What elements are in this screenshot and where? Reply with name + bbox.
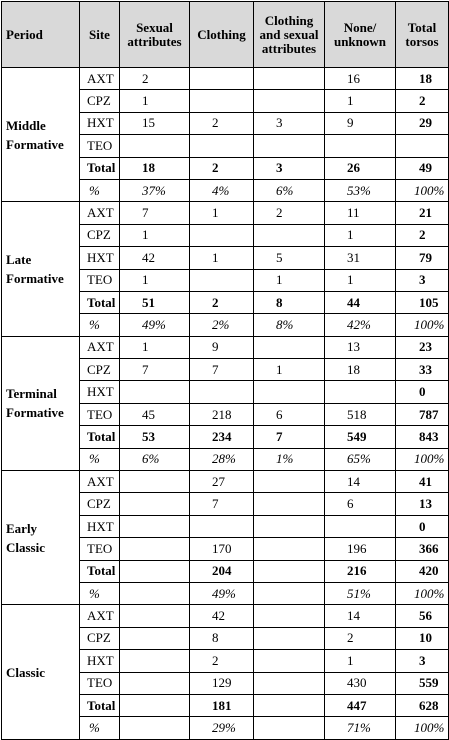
site-cell: HXT — [80, 112, 120, 134]
clothing-and-sexual-cell: 3 — [254, 112, 325, 134]
clothing-and-sexual-cell: 1 — [254, 269, 325, 291]
none-unknown-cell: 13 — [325, 336, 396, 358]
sexual-attributes-cell — [120, 135, 190, 157]
clothing-and-sexual-cell — [254, 582, 325, 604]
clothing-cell: 27 — [190, 471, 254, 493]
clothing-and-sexual-cell: 6 — [254, 403, 325, 425]
total-torsos-cell: 18 — [396, 68, 449, 90]
clothing-and-sexual-cell — [254, 717, 325, 739]
sexual-attributes-cell: 7 — [120, 202, 190, 224]
clothing-and-sexual-cell: 2 — [254, 202, 325, 224]
total-torsos-cell: 13 — [396, 493, 449, 515]
sexual-attributes-cell — [120, 560, 190, 582]
total-torsos-cell: 10 — [396, 627, 449, 649]
site-cell: TEO — [80, 538, 120, 560]
clothing-cell: 42 — [190, 605, 254, 627]
none-unknown-cell: 65% — [325, 448, 396, 470]
site-cell: AXT — [80, 68, 120, 90]
sexual-attributes-cell: 6% — [120, 448, 190, 470]
header-sexual-attributes: Sexual attributes — [120, 2, 190, 68]
table-body — [2, 68, 449, 740]
table-row — [2, 605, 449, 627]
clothing-cell — [190, 90, 254, 112]
clothing-cell — [190, 515, 254, 537]
clothing-cell — [190, 269, 254, 291]
table-row — [2, 202, 449, 224]
none-unknown-cell — [325, 135, 396, 157]
header-period: Period — [2, 2, 80, 68]
total-torsos-cell: 0 — [396, 381, 449, 403]
site-cell: % — [80, 582, 120, 604]
none-unknown-cell: 9 — [325, 112, 396, 134]
site-cell: % — [80, 448, 120, 470]
clothing-and-sexual-cell: 8% — [254, 314, 325, 336]
none-unknown-cell: 1 — [325, 650, 396, 672]
clothing-cell: 2 — [190, 291, 254, 313]
total-torsos-cell: 100% — [396, 179, 449, 201]
clothing-cell: 234 — [190, 426, 254, 448]
total-torsos-cell: 843 — [396, 426, 449, 448]
sexual-attributes-cell: 51 — [120, 291, 190, 313]
header-clothing-and-sexual: Clothing and sexual attributes — [254, 2, 325, 68]
total-torsos-cell: 100% — [396, 448, 449, 470]
clothing-and-sexual-cell — [254, 515, 325, 537]
site-cell: CPZ — [80, 493, 120, 515]
total-torsos-cell: 420 — [396, 560, 449, 582]
clothing-cell: 181 — [190, 694, 254, 716]
site-cell: AXT — [80, 336, 120, 358]
total-torsos-cell: 100% — [396, 314, 449, 336]
total-torsos-cell: 56 — [396, 605, 449, 627]
table-row — [2, 471, 449, 493]
clothing-cell: 129 — [190, 672, 254, 694]
site-cell: Total — [80, 157, 120, 179]
clothing-and-sexual-cell: 8 — [254, 291, 325, 313]
none-unknown-cell: 18 — [325, 359, 396, 381]
clothing-cell: 9 — [190, 336, 254, 358]
site-cell: Total — [80, 694, 120, 716]
total-torsos-cell: 100% — [396, 717, 449, 739]
none-unknown-cell: 549 — [325, 426, 396, 448]
clothing-and-sexual-cell — [254, 605, 325, 627]
site-cell: Total — [80, 560, 120, 582]
site-cell: CPZ — [80, 627, 120, 649]
total-torsos-cell: 100% — [396, 582, 449, 604]
sexual-attributes-cell: 1 — [120, 336, 190, 358]
total-torsos-cell: 21 — [396, 202, 449, 224]
clothing-cell — [190, 381, 254, 403]
none-unknown-cell: 42% — [325, 314, 396, 336]
sexual-attributes-cell: 1 — [120, 90, 190, 112]
total-torsos-cell: 33 — [396, 359, 449, 381]
clothing-cell: 8 — [190, 627, 254, 649]
total-torsos-cell: 41 — [396, 471, 449, 493]
period-cell: Middle Formative — [2, 68, 80, 202]
clothing-and-sexual-cell: 7 — [254, 426, 325, 448]
clothing-and-sexual-cell — [254, 68, 325, 90]
clothing-cell: 7 — [190, 493, 254, 515]
none-unknown-cell: 11 — [325, 202, 396, 224]
clothing-cell: 1 — [190, 247, 254, 269]
clothing-and-sexual-cell — [254, 90, 325, 112]
clothing-cell: 1 — [190, 202, 254, 224]
none-unknown-cell: 1 — [325, 269, 396, 291]
site-cell: CPZ — [80, 359, 120, 381]
total-torsos-cell: 49 — [396, 157, 449, 179]
total-torsos-cell: 0 — [396, 515, 449, 537]
sexual-attributes-cell — [120, 515, 190, 537]
clothing-cell: 170 — [190, 538, 254, 560]
clothing-cell: 218 — [190, 403, 254, 425]
total-torsos-cell: 628 — [396, 694, 449, 716]
site-cell: TEO — [80, 135, 120, 157]
total-torsos-cell: 3 — [396, 269, 449, 291]
period-cell: Terminal Formative — [2, 336, 80, 470]
sexual-attributes-cell — [120, 493, 190, 515]
period-cell: Classic — [2, 605, 80, 739]
none-unknown-cell: 6 — [325, 493, 396, 515]
clothing-cell: 29% — [190, 717, 254, 739]
header-site: Site — [80, 2, 120, 68]
sexual-attributes-cell: 15 — [120, 112, 190, 134]
clothing-and-sexual-cell — [254, 381, 325, 403]
site-cell: TEO — [80, 403, 120, 425]
clothing-and-sexual-cell — [254, 538, 325, 560]
clothing-and-sexual-cell — [254, 672, 325, 694]
site-cell: HXT — [80, 247, 120, 269]
sexual-attributes-cell — [120, 582, 190, 604]
site-cell: Total — [80, 426, 120, 448]
clothing-and-sexual-cell — [254, 224, 325, 246]
total-torsos-cell: 559 — [396, 672, 449, 694]
site-cell: HXT — [80, 515, 120, 537]
clothing-cell: 2 — [190, 112, 254, 134]
sexual-attributes-cell — [120, 694, 190, 716]
torso-attributes-table — [1, 1, 449, 740]
clothing-and-sexual-cell: 5 — [254, 247, 325, 269]
sexual-attributes-cell: 18 — [120, 157, 190, 179]
site-cell: Total — [80, 291, 120, 313]
none-unknown-cell: 1 — [325, 224, 396, 246]
clothing-and-sexual-cell — [254, 627, 325, 649]
none-unknown-cell: 1 — [325, 90, 396, 112]
none-unknown-cell: 447 — [325, 694, 396, 716]
none-unknown-cell: 196 — [325, 538, 396, 560]
sexual-attributes-cell — [120, 471, 190, 493]
site-cell: TEO — [80, 672, 120, 694]
header-clothing: Clothing — [190, 2, 254, 68]
none-unknown-cell: 518 — [325, 403, 396, 425]
sexual-attributes-cell: 42 — [120, 247, 190, 269]
site-cell: HXT — [80, 381, 120, 403]
sexual-attributes-cell — [120, 627, 190, 649]
clothing-and-sexual-cell: 1% — [254, 448, 325, 470]
none-unknown-cell: 16 — [325, 68, 396, 90]
clothing-cell: 49% — [190, 582, 254, 604]
clothing-cell: 2% — [190, 314, 254, 336]
clothing-cell: 2 — [190, 157, 254, 179]
header-row — [2, 2, 449, 68]
site-cell: TEO — [80, 269, 120, 291]
total-torsos-cell: 3 — [396, 650, 449, 672]
none-unknown-cell: 44 — [325, 291, 396, 313]
sexual-attributes-cell: 1 — [120, 224, 190, 246]
sexual-attributes-cell: 1 — [120, 269, 190, 291]
total-torsos-cell: 366 — [396, 538, 449, 560]
sexual-attributes-cell — [120, 672, 190, 694]
clothing-cell: 204 — [190, 560, 254, 582]
period-cell: Late Formative — [2, 202, 80, 336]
site-cell: % — [80, 717, 120, 739]
table-row — [2, 336, 449, 358]
total-torsos-cell: 2 — [396, 224, 449, 246]
site-cell: % — [80, 179, 120, 201]
sexual-attributes-cell — [120, 381, 190, 403]
sexual-attributes-cell: 45 — [120, 403, 190, 425]
sexual-attributes-cell — [120, 538, 190, 560]
none-unknown-cell: 26 — [325, 157, 396, 179]
site-cell: % — [80, 314, 120, 336]
sexual-attributes-cell — [120, 605, 190, 627]
total-torsos-cell: 105 — [396, 291, 449, 313]
none-unknown-cell: 14 — [325, 471, 396, 493]
none-unknown-cell: 53% — [325, 179, 396, 201]
clothing-cell: 2 — [190, 650, 254, 672]
clothing-cell — [190, 135, 254, 157]
total-torsos-cell: 787 — [396, 403, 449, 425]
clothing-cell: 28% — [190, 448, 254, 470]
header-total-torsos: Total torsos — [396, 2, 449, 68]
sexual-attributes-cell: 49% — [120, 314, 190, 336]
total-torsos-cell — [396, 135, 449, 157]
site-cell: CPZ — [80, 224, 120, 246]
sexual-attributes-cell: 53 — [120, 426, 190, 448]
sexual-attributes-cell — [120, 717, 190, 739]
total-torsos-cell: 79 — [396, 247, 449, 269]
clothing-and-sexual-cell — [254, 560, 325, 582]
period-cell: Early Classic — [2, 471, 80, 605]
clothing-cell — [190, 68, 254, 90]
none-unknown-cell: 71% — [325, 717, 396, 739]
clothing-and-sexual-cell — [254, 336, 325, 358]
clothing-and-sexual-cell: 6% — [254, 179, 325, 201]
site-cell: CPZ — [80, 90, 120, 112]
total-torsos-cell: 29 — [396, 112, 449, 134]
site-cell: AXT — [80, 471, 120, 493]
clothing-and-sexual-cell — [254, 650, 325, 672]
none-unknown-cell: 51% — [325, 582, 396, 604]
sexual-attributes-cell — [120, 650, 190, 672]
clothing-and-sexual-cell — [254, 694, 325, 716]
clothing-and-sexual-cell — [254, 135, 325, 157]
none-unknown-cell: 14 — [325, 605, 396, 627]
sexual-attributes-cell: 37% — [120, 179, 190, 201]
header-none-unknown: None/ unknown — [325, 2, 396, 68]
clothing-and-sexual-cell — [254, 493, 325, 515]
sexual-attributes-cell: 7 — [120, 359, 190, 381]
none-unknown-cell: 2 — [325, 627, 396, 649]
site-cell: AXT — [80, 605, 120, 627]
none-unknown-cell: 216 — [325, 560, 396, 582]
clothing-cell — [190, 224, 254, 246]
site-cell: AXT — [80, 202, 120, 224]
sexual-attributes-cell: 2 — [120, 68, 190, 90]
clothing-and-sexual-cell: 3 — [254, 157, 325, 179]
total-torsos-cell: 2 — [396, 90, 449, 112]
table-row — [2, 68, 449, 90]
clothing-and-sexual-cell: 1 — [254, 359, 325, 381]
none-unknown-cell: 31 — [325, 247, 396, 269]
none-unknown-cell — [325, 381, 396, 403]
site-cell: HXT — [80, 650, 120, 672]
clothing-cell: 7 — [190, 359, 254, 381]
none-unknown-cell — [325, 515, 396, 537]
total-torsos-cell: 23 — [396, 336, 449, 358]
clothing-and-sexual-cell — [254, 471, 325, 493]
none-unknown-cell: 430 — [325, 672, 396, 694]
clothing-cell: 4% — [190, 179, 254, 201]
